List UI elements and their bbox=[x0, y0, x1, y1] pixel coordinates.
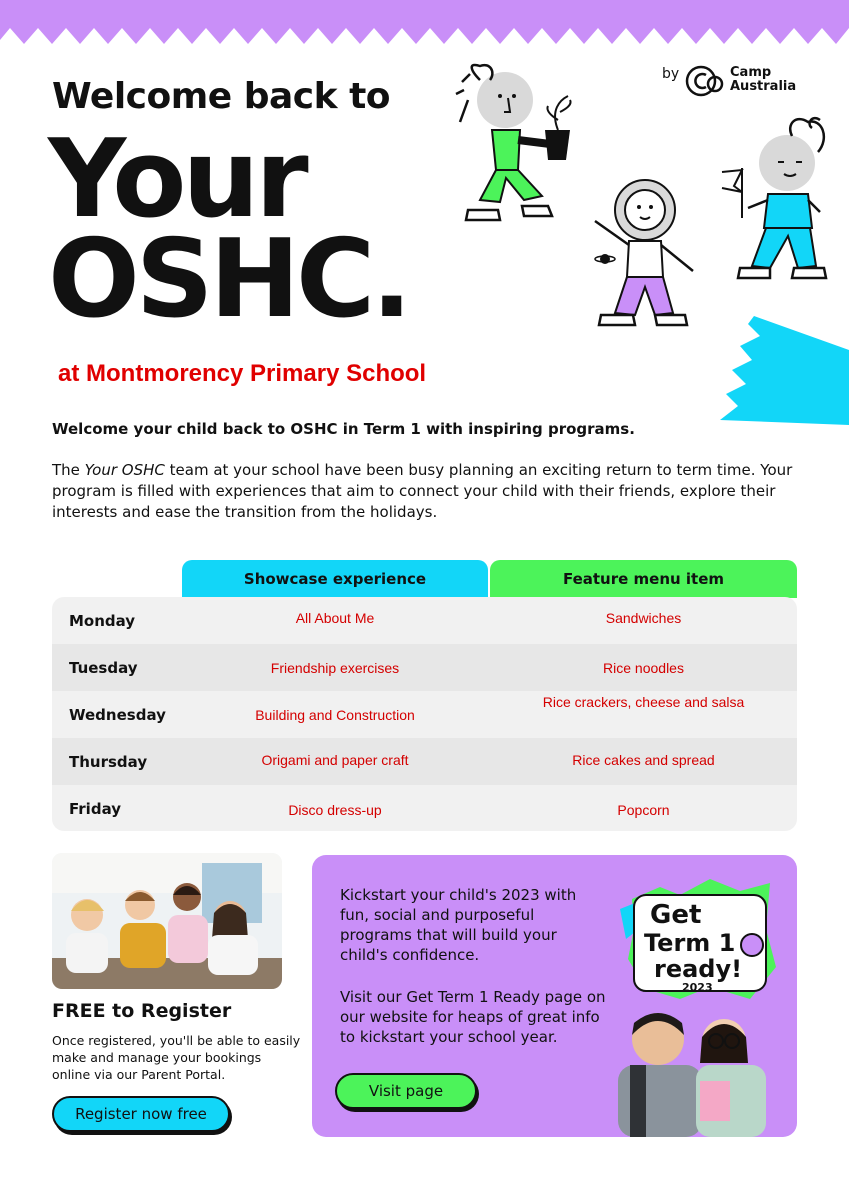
astronaut-kid-illustration bbox=[585, 175, 705, 330]
badge-get: Get bbox=[650, 900, 702, 930]
day-label: Wednesday bbox=[69, 706, 166, 724]
day-label: Thursday bbox=[69, 753, 148, 771]
badge-year: 2023 bbox=[682, 981, 713, 994]
get-term1-ready-badge bbox=[620, 869, 780, 1004]
intro-paragraph: The Your OSHC team at your school have been busy planning an exciting return to term time. Your program is filled with experiences that aim to connect your child with their friends, explore their interests and ease the transition from the holidays. bbox=[52, 461, 793, 521]
menu-cell: Rice crackers, cheese and salsa bbox=[542, 694, 745, 710]
showcase-cell: Origami and paper craft bbox=[261, 752, 409, 768]
showcase-cell: Building and Construction bbox=[255, 707, 415, 723]
camp-australia-logo bbox=[662, 64, 812, 104]
day-label: Monday bbox=[69, 612, 136, 630]
table-row bbox=[52, 785, 797, 831]
header-showcase-experience: Showcase experience bbox=[182, 560, 488, 598]
free-register-title: FREE to Register bbox=[52, 1000, 232, 1022]
kid-with-plant-illustration bbox=[450, 60, 580, 230]
school-name: at Montmorency Primary School bbox=[58, 360, 427, 387]
table-row bbox=[52, 691, 797, 738]
brand-name: Camp Australia bbox=[730, 65, 797, 94]
menu-cell: Rice cakes and spread bbox=[572, 752, 715, 768]
top-zigzag-band bbox=[0, 0, 849, 48]
term1-promo-panel bbox=[312, 855, 797, 1137]
promo-text-kickstart: Kickstart your child's 2023 with fun, social and purposeful programs that will build your child's confidence. bbox=[340, 886, 577, 964]
day-label: Friday bbox=[69, 800, 122, 818]
promo-text-visit: Visit our Get Term 1 Ready page on our website for heaps of great info to kickstart your school year. bbox=[340, 988, 606, 1046]
children-photo bbox=[52, 853, 282, 989]
header-feature-menu-item: Feature menu item bbox=[490, 560, 797, 598]
table-row bbox=[52, 597, 797, 644]
weekly-program-table bbox=[52, 597, 797, 831]
visit-page-button[interactable]: Visit page bbox=[335, 1073, 477, 1109]
showcase-cell: All About Me bbox=[295, 610, 375, 626]
showcase-cell: Friendship exercises bbox=[270, 660, 400, 676]
kids-with-backpacks-photo bbox=[608, 1003, 778, 1137]
showcase-cell: Disco dress-up bbox=[288, 802, 382, 818]
register-now-button[interactable]: Register now free bbox=[52, 1096, 230, 1132]
menu-cell: Sandwiches bbox=[605, 610, 682, 626]
table-row bbox=[52, 738, 797, 785]
heading-welcome: Welcome back to bbox=[52, 76, 391, 117]
menu-cell: Rice noodles bbox=[603, 660, 684, 676]
table-row bbox=[52, 644, 797, 691]
badge-term1: Term 1 bbox=[644, 929, 736, 957]
heading-your-oshc: Your OSHC. bbox=[48, 117, 409, 342]
menu-cell: Popcorn bbox=[617, 802, 670, 818]
day-label: Tuesday bbox=[69, 659, 138, 677]
camp-australia-mark-icon bbox=[684, 64, 728, 98]
brand-by: by bbox=[662, 66, 680, 82]
kid-with-flag-illustration bbox=[712, 108, 837, 283]
badge-ready: ready! bbox=[654, 955, 743, 983]
register-description: Once registered, you'll be able to easily make and manage your bookings online via our Parent Portal. bbox=[52, 1033, 301, 1082]
cyan-zigzag-accent bbox=[720, 310, 849, 425]
intro-headline: Welcome your child back to OSHC in Term 1 with inspiring programs. bbox=[52, 420, 635, 438]
